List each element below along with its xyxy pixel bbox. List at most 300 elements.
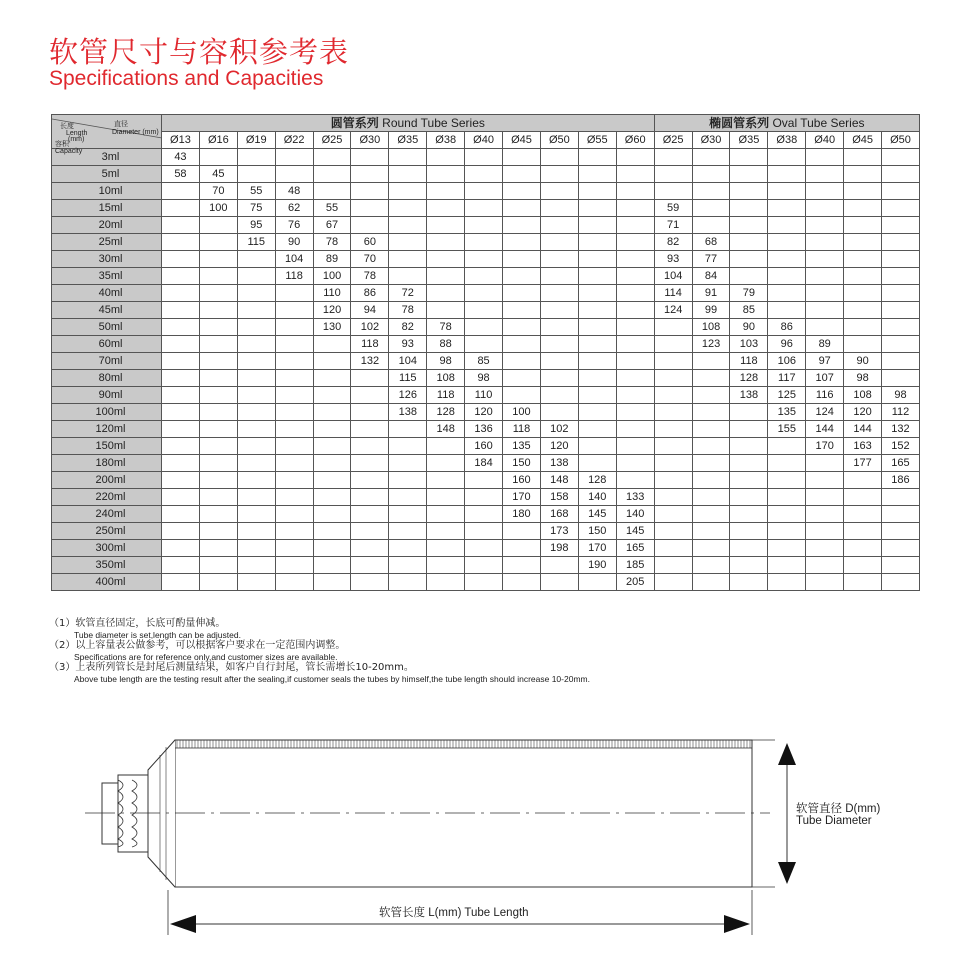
- length-cell: [692, 200, 730, 217]
- length-cell: [351, 421, 389, 438]
- length-cell: [844, 217, 882, 234]
- length-cell: [275, 421, 313, 438]
- capacity-cell: 120ml: [52, 421, 162, 438]
- length-cell: [503, 574, 541, 591]
- length-cell: [882, 285, 920, 302]
- length-cell: [162, 523, 200, 540]
- length-cell: [692, 183, 730, 200]
- length-cell: [806, 217, 844, 234]
- length-cell: 126: [389, 387, 427, 404]
- table-row: [52, 200, 920, 217]
- length-cell: [389, 421, 427, 438]
- length-cell: [351, 540, 389, 557]
- length-cell: [465, 234, 503, 251]
- length-cell: [503, 251, 541, 268]
- length-cell: [351, 217, 389, 234]
- table-row: [52, 557, 920, 574]
- length-cell: [616, 268, 654, 285]
- oval-diameter-header: Ø35: [730, 132, 768, 149]
- diameter-label-en: Tube Diameter: [796, 815, 872, 827]
- capacity-cell: 30ml: [52, 251, 162, 268]
- length-cell: [616, 183, 654, 200]
- length-cell: [730, 234, 768, 251]
- length-cell: [882, 166, 920, 183]
- length-cell: [540, 353, 578, 370]
- length-cell: [503, 319, 541, 336]
- length-cell: 110: [313, 285, 351, 302]
- table-row: [52, 506, 920, 523]
- length-cell: 150: [578, 523, 616, 540]
- length-cell: [351, 489, 389, 506]
- length-cell: [351, 455, 389, 472]
- length-cell: [844, 285, 882, 302]
- length-cell: [806, 200, 844, 217]
- capacity-cell: 50ml: [52, 319, 162, 336]
- length-cell: [806, 506, 844, 523]
- length-cell: [730, 268, 768, 285]
- length-cell: [313, 438, 351, 455]
- length-cell: [692, 421, 730, 438]
- table-row: [52, 234, 920, 251]
- length-cell: [199, 421, 237, 438]
- length-cell: 98: [844, 370, 882, 387]
- length-cell: [199, 149, 237, 166]
- round-diameter-header: Ø35: [389, 132, 427, 149]
- length-cell: [806, 557, 844, 574]
- length-cell: [162, 557, 200, 574]
- length-cell: [882, 149, 920, 166]
- length-cell: [578, 251, 616, 268]
- length-cell: 115: [237, 234, 275, 251]
- length-cell: [465, 506, 503, 523]
- length-cell: [313, 183, 351, 200]
- length-cell: [162, 183, 200, 200]
- length-cell: [882, 251, 920, 268]
- length-cell: [768, 557, 806, 574]
- length-cell: [578, 574, 616, 591]
- capacity-cell: 5ml: [52, 166, 162, 183]
- length-cell: 135: [768, 404, 806, 421]
- length-cell: [199, 387, 237, 404]
- length-cell: [237, 421, 275, 438]
- length-cell: [882, 370, 920, 387]
- length-cell: [313, 404, 351, 421]
- length-cell: [465, 200, 503, 217]
- length-cell: [578, 149, 616, 166]
- length-cell: 125: [768, 387, 806, 404]
- length-cell: 90: [730, 319, 768, 336]
- length-cell: [806, 166, 844, 183]
- length-cell: 88: [427, 336, 465, 353]
- length-cell: [351, 200, 389, 217]
- length-cell: [578, 336, 616, 353]
- length-cell: 86: [351, 285, 389, 302]
- length-cell: [692, 489, 730, 506]
- length-cell: [616, 302, 654, 319]
- length-cell: [237, 455, 275, 472]
- length-cell: [389, 268, 427, 285]
- length-cell: [351, 472, 389, 489]
- length-cell: [844, 200, 882, 217]
- length-cell: [237, 489, 275, 506]
- length-cell: [389, 217, 427, 234]
- length-cell: [844, 268, 882, 285]
- length-cell: [275, 387, 313, 404]
- round-tube-series-header: [162, 115, 655, 132]
- length-cell: 108: [844, 387, 882, 404]
- length-cell: [237, 336, 275, 353]
- length-cell: [427, 540, 465, 557]
- length-cell: [730, 251, 768, 268]
- length-cell: [237, 353, 275, 370]
- length-cell: [351, 574, 389, 591]
- length-cell: [654, 149, 692, 166]
- length-cell: [389, 506, 427, 523]
- corner-capacity-cn: 容积: [55, 140, 69, 148]
- length-cell: [275, 438, 313, 455]
- corner-mm: (mm): [68, 135, 85, 143]
- length-cell: [692, 523, 730, 540]
- length-cell: 62: [275, 200, 313, 217]
- length-cell: [654, 336, 692, 353]
- capacity-cell: 400ml: [52, 574, 162, 591]
- length-cell: [654, 489, 692, 506]
- length-cell: 104: [389, 353, 427, 370]
- length-cell: [730, 455, 768, 472]
- length-cell: 144: [806, 421, 844, 438]
- table-row: [52, 302, 920, 319]
- length-cell: [313, 370, 351, 387]
- oval-diameter-header: Ø38: [768, 132, 806, 149]
- length-cell: [578, 234, 616, 251]
- length-cell: 95: [237, 217, 275, 234]
- length-cell: [882, 268, 920, 285]
- length-cell: [237, 268, 275, 285]
- length-cell: [540, 285, 578, 302]
- length-cell: [540, 217, 578, 234]
- length-cell: [806, 472, 844, 489]
- capacity-cell: 90ml: [52, 387, 162, 404]
- length-cell: [313, 455, 351, 472]
- length-cell: [616, 251, 654, 268]
- length-cell: [692, 149, 730, 166]
- length-cell: [427, 506, 465, 523]
- length-cell: [654, 353, 692, 370]
- length-cell: 163: [844, 438, 882, 455]
- length-cell: [199, 370, 237, 387]
- length-cell: [313, 353, 351, 370]
- length-cell: [654, 387, 692, 404]
- length-cell: [616, 166, 654, 183]
- length-cell: 98: [465, 370, 503, 387]
- length-cell: 120: [465, 404, 503, 421]
- length-cell: [578, 166, 616, 183]
- round-diameter-header: Ø55: [578, 132, 616, 149]
- length-cell: 93: [654, 251, 692, 268]
- table-row: [52, 540, 920, 557]
- length-cell: [578, 183, 616, 200]
- length-cell: [427, 455, 465, 472]
- length-cell: 89: [313, 251, 351, 268]
- table-row: [52, 455, 920, 472]
- table-row: [52, 404, 920, 421]
- length-cell: [730, 438, 768, 455]
- length-cell: [275, 353, 313, 370]
- length-cell: [237, 251, 275, 268]
- length-cell: [313, 574, 351, 591]
- length-cell: [882, 302, 920, 319]
- length-cell: [882, 489, 920, 506]
- length-cell: [313, 149, 351, 166]
- length-cell: [199, 404, 237, 421]
- table-row: [52, 574, 920, 591]
- length-cell: [654, 506, 692, 523]
- length-cell: [578, 268, 616, 285]
- length-cell: [654, 421, 692, 438]
- length-cell: [654, 557, 692, 574]
- length-cell: [162, 353, 200, 370]
- length-label: 软管长度 L(mm) Tube Length: [379, 907, 529, 919]
- length-cell: [199, 336, 237, 353]
- round-diameter-header: Ø45: [503, 132, 541, 149]
- length-cell: [427, 489, 465, 506]
- length-cell: [844, 540, 882, 557]
- length-cell: [692, 166, 730, 183]
- length-cell: [578, 387, 616, 404]
- length-cell: 55: [237, 183, 275, 200]
- length-cell: [389, 540, 427, 557]
- length-cell: [616, 353, 654, 370]
- length-cell: [162, 438, 200, 455]
- table-row: [52, 166, 920, 183]
- length-cell: 118: [275, 268, 313, 285]
- round-diameter-header: Ø60: [616, 132, 654, 149]
- table-row: [52, 387, 920, 404]
- length-cell: [654, 183, 692, 200]
- length-cell: 114: [654, 285, 692, 302]
- length-cell: [616, 149, 654, 166]
- length-cell: [503, 336, 541, 353]
- length-cell: [275, 455, 313, 472]
- length-cell: 108: [692, 319, 730, 336]
- length-cell: [654, 166, 692, 183]
- length-cell: [162, 217, 200, 234]
- length-cell: [237, 574, 275, 591]
- length-cell: 118: [730, 353, 768, 370]
- length-cell: 186: [882, 472, 920, 489]
- length-cell: [162, 387, 200, 404]
- length-cell: [427, 183, 465, 200]
- length-cell: [275, 166, 313, 183]
- length-cell: [237, 506, 275, 523]
- length-cell: [882, 557, 920, 574]
- length-cell: 86: [768, 319, 806, 336]
- table-row: [52, 472, 920, 489]
- length-cell: [882, 217, 920, 234]
- length-cell: 116: [806, 387, 844, 404]
- length-cell: 58: [162, 166, 200, 183]
- corner-length-en: Length: [66, 129, 88, 137]
- round-diameter-header: Ø30: [351, 132, 389, 149]
- length-cell: [616, 455, 654, 472]
- length-cell: [730, 523, 768, 540]
- length-cell: [730, 489, 768, 506]
- length-cell: 108: [427, 370, 465, 387]
- length-cell: [503, 302, 541, 319]
- length-cell: [313, 166, 351, 183]
- length-cell: [427, 200, 465, 217]
- length-cell: [768, 234, 806, 251]
- length-cell: [503, 183, 541, 200]
- length-cell: [806, 268, 844, 285]
- length-cell: [844, 319, 882, 336]
- capacity-cell: 60ml: [52, 336, 162, 353]
- length-cell: 102: [351, 319, 389, 336]
- length-cell: 118: [503, 421, 541, 438]
- length-cell: 198: [540, 540, 578, 557]
- corner-diameter-en: Diameter (mm): [112, 128, 159, 136]
- length-cell: [540, 336, 578, 353]
- length-cell: 160: [503, 472, 541, 489]
- table-row: [52, 251, 920, 268]
- length-cell: [692, 353, 730, 370]
- length-cell: [806, 285, 844, 302]
- round-diameter-header: Ø16: [199, 132, 237, 149]
- capacity-cell: 150ml: [52, 438, 162, 455]
- length-cell: 158: [540, 489, 578, 506]
- length-cell: [578, 200, 616, 217]
- length-cell: [882, 540, 920, 557]
- length-cell: [540, 574, 578, 591]
- length-cell: [730, 557, 768, 574]
- length-cell: [313, 489, 351, 506]
- length-cell: [768, 149, 806, 166]
- length-cell: [351, 523, 389, 540]
- length-cell: [275, 557, 313, 574]
- length-cell: [692, 455, 730, 472]
- length-cell: [427, 268, 465, 285]
- length-cell: 123: [692, 336, 730, 353]
- length-cell: [389, 183, 427, 200]
- length-cell: [844, 234, 882, 251]
- capacity-cell: 20ml: [52, 217, 162, 234]
- length-cell: 70: [199, 183, 237, 200]
- table-body: [52, 149, 920, 591]
- diameter-label-cn: 软管直径 D(mm): [796, 803, 881, 815]
- length-cell: [199, 353, 237, 370]
- length-cell: 76: [275, 217, 313, 234]
- length-cell: [465, 319, 503, 336]
- length-cell: [275, 489, 313, 506]
- length-cell: [351, 404, 389, 421]
- length-cell: [503, 268, 541, 285]
- length-cell: [351, 166, 389, 183]
- length-cell: [692, 557, 730, 574]
- length-cell: [237, 523, 275, 540]
- length-cell: [427, 557, 465, 574]
- length-cell: [465, 472, 503, 489]
- length-cell: [162, 540, 200, 557]
- oval-diameter-header: Ø30: [692, 132, 730, 149]
- length-cell: 82: [654, 234, 692, 251]
- length-cell: [616, 472, 654, 489]
- length-cell: [806, 302, 844, 319]
- length-cell: 150: [503, 455, 541, 472]
- length-cell: [540, 370, 578, 387]
- length-cell: [503, 387, 541, 404]
- note-2-en: Specifications are for reference only,and customer sizes are available.: [74, 652, 338, 662]
- length-cell: [199, 540, 237, 557]
- length-cell: [275, 574, 313, 591]
- length-cell: [427, 285, 465, 302]
- length-cell: [692, 404, 730, 421]
- capacity-cell: 45ml: [52, 302, 162, 319]
- length-cell: [540, 404, 578, 421]
- length-cell: [806, 455, 844, 472]
- length-cell: [882, 200, 920, 217]
- oval-diameter-header: Ø25: [654, 132, 692, 149]
- length-cell: [237, 285, 275, 302]
- length-cell: 78: [389, 302, 427, 319]
- length-cell: [768, 217, 806, 234]
- oval-diameter-header: Ø50: [882, 132, 920, 149]
- length-cell: [351, 557, 389, 574]
- length-cell: [768, 540, 806, 557]
- length-cell: 104: [275, 251, 313, 268]
- tube-drawing: [80, 725, 940, 965]
- round-diameter-header: Ø13: [162, 132, 200, 149]
- length-cell: 85: [465, 353, 503, 370]
- length-cell: [162, 370, 200, 387]
- length-cell: [465, 285, 503, 302]
- length-cell: 115: [389, 370, 427, 387]
- length-cell: [351, 506, 389, 523]
- length-cell: [199, 251, 237, 268]
- length-cell: [768, 200, 806, 217]
- round-diameter-header: Ø40: [465, 132, 503, 149]
- length-cell: [540, 319, 578, 336]
- length-cell: [199, 489, 237, 506]
- length-cell: [616, 404, 654, 421]
- length-cell: [389, 438, 427, 455]
- length-cell: [162, 302, 200, 319]
- length-cell: 140: [578, 489, 616, 506]
- length-cell: 177: [844, 455, 882, 472]
- length-cell: [162, 251, 200, 268]
- length-cell: 138: [389, 404, 427, 421]
- length-cell: [806, 234, 844, 251]
- length-cell: [275, 149, 313, 166]
- length-cell: [427, 251, 465, 268]
- length-cell: [465, 574, 503, 591]
- length-cell: [389, 149, 427, 166]
- length-cell: [844, 523, 882, 540]
- length-cell: 124: [654, 302, 692, 319]
- length-cell: [389, 455, 427, 472]
- length-cell: [313, 506, 351, 523]
- length-cell: 168: [540, 506, 578, 523]
- corner-capacity-en: Capacity: [55, 147, 83, 155]
- length-cell: [199, 574, 237, 591]
- length-cell: [351, 149, 389, 166]
- length-cell: [730, 506, 768, 523]
- round-diameter-header: Ø38: [427, 132, 465, 149]
- length-cell: 120: [844, 404, 882, 421]
- length-cell: 112: [882, 404, 920, 421]
- length-cell: [692, 472, 730, 489]
- length-cell: [237, 472, 275, 489]
- length-cell: [654, 574, 692, 591]
